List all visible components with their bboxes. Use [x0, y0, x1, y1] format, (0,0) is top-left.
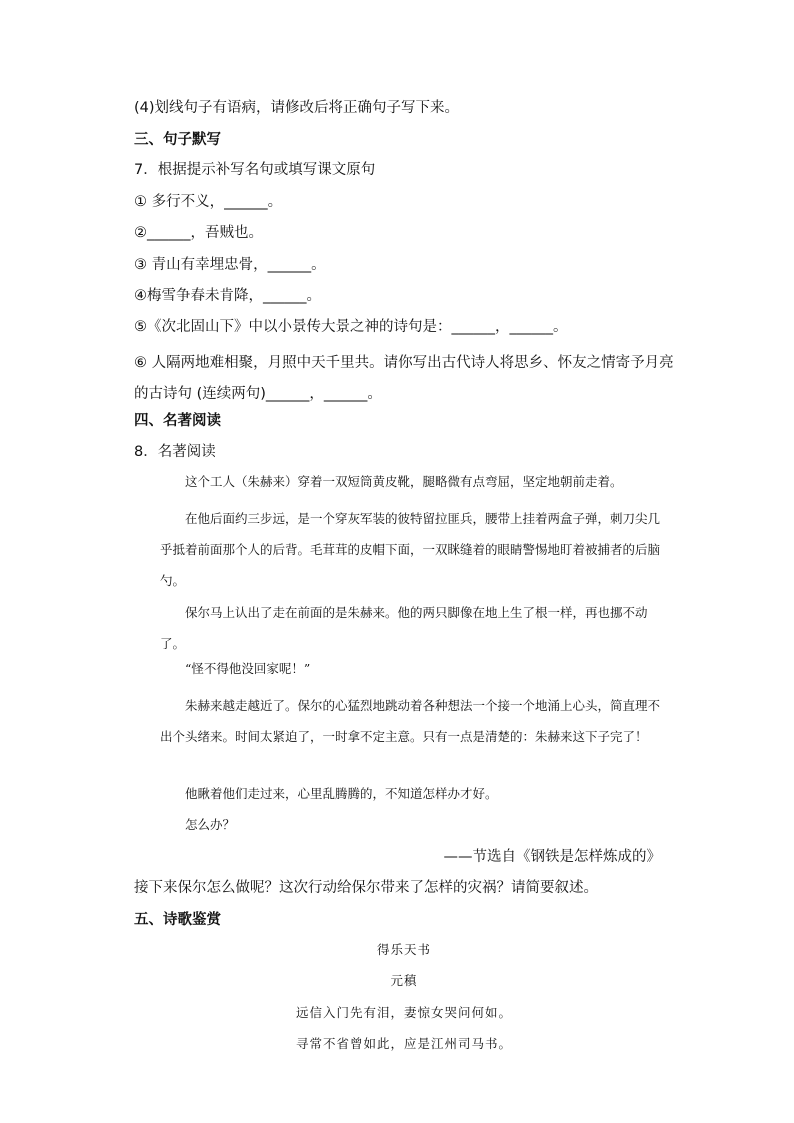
passage-paragraph-4: “怪不得他没回家呢！”	[185, 661, 311, 676]
section-3-heading: 三、句子默写	[134, 132, 221, 148]
fill-item-5: ⑤《次北固山下》中以小景传大景之神的诗句是：______，______。	[134, 319, 568, 335]
fill-item-4: ④梅雪争春未肯降，______。	[134, 288, 321, 304]
passage-paragraph-5: 朱赫来越走越近了。保尔的心猛烈地跳动着各种想法一个接一个地涌上心头，简直理不出个头绪来。时间太紧迫了，一时拿不定主意。只有一点是清楚的：朱赫来这下子完了！	[160, 698, 661, 744]
fill-item-6: ⑥ 人隔两地难相聚，月照中天千里共。请你写出古代诗人将思乡、怀友之情寄予月亮的古诗句 (连续两句)______，______。	[134, 355, 674, 402]
question-7-prompt: 7．根据提示补写名句或填写课文原句	[134, 162, 376, 178]
question-6-4: (4)划线句子有语病，请修改后将正确句子写下来。	[134, 100, 460, 116]
passage-source: ——节选自《钢铁是怎样炼成的》	[443, 849, 661, 865]
fill-item-2: ②______，吾贼也。	[134, 225, 263, 241]
question-8-task: 接下来保尔怎么做呢？这次行动给保尔带来了怎样的灾祸？请简要叙述。	[134, 880, 598, 896]
fill-item-1: ① 多行不义，______。	[134, 194, 283, 210]
section-4-heading: 四、名著阅读	[134, 413, 221, 429]
poem-title: 得乐天书	[376, 942, 431, 957]
poem-author: 元稹	[390, 973, 418, 988]
fill-item-3: ③ 青山有幸埋忠骨，______。	[134, 257, 326, 273]
passage-paragraph-1: 这个工人（朱赫来）穿着一双短筒黄皮靴，腿略微有点弯屈，坚定地朝前走着。	[185, 474, 623, 489]
poem-line-2: 寻常不省曾如此，应是江州司马书。	[295, 1036, 512, 1051]
question-8-prompt: 8．名著阅读	[134, 444, 216, 460]
passage-paragraph-3: 保尔马上认出了走在前面的是朱赫来。他的两只脚像在地上生了根一样，再也挪不动了。	[160, 605, 648, 651]
poem-line-1: 远信入门先有泪，妻惊女哭问何如。	[295, 1005, 512, 1020]
section-5-heading: 五、诗歌鉴赏	[134, 912, 221, 928]
passage-paragraph-7: 怎么办？	[185, 817, 236, 832]
passage-paragraph-2: 在他后面约三步远，是一个穿灰军装的彼特留拉匪兵，腰带上挂着两盒子弹，刺刀尖几乎抵着前面那个人的后背。毛茸茸的皮帽下面，一双眯缝着的眼睛警惕地盯着被捕者的后脑勺。	[160, 511, 661, 588]
passage-paragraph-6: 他瞅着他们走过来，心里乱腾腾的，不知道怎样办才好。	[185, 786, 498, 801]
